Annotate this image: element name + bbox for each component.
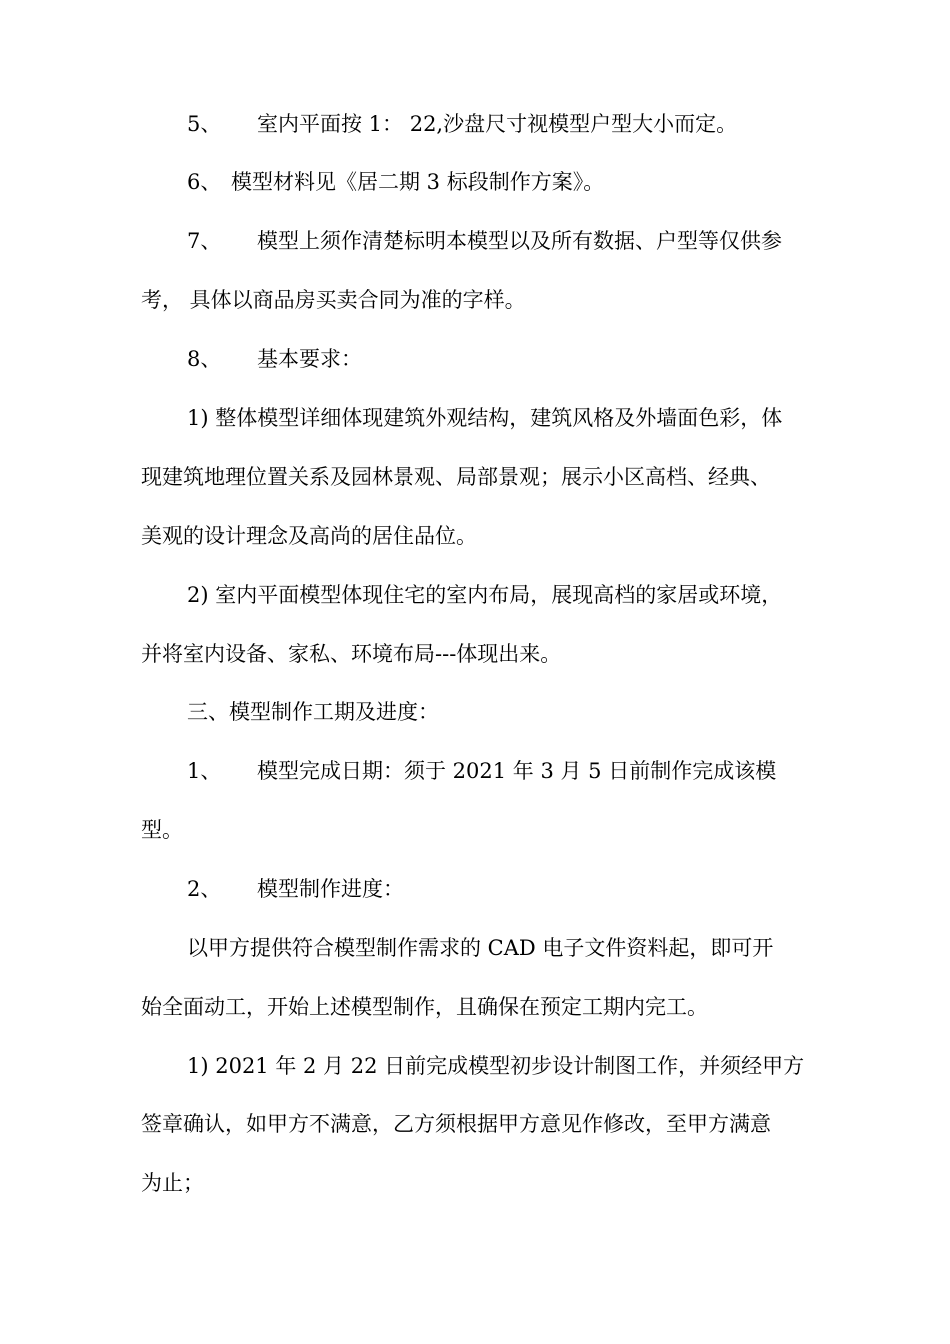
- text-line: [187, 585, 782, 606]
- text-line: [141, 526, 477, 547]
- section-heading: [187, 702, 439, 723]
- text-line: [141, 820, 183, 841]
- text-line: [187, 938, 773, 959]
- item-number: 6、: [187, 170, 222, 194]
- item-number: 8、: [187, 347, 222, 371]
- line-text: 1) 整体模型详细体现建筑外观结构，建筑风格及外墙面色彩，体: [187, 406, 783, 430]
- line-text: 并将室内设备、家私、环境布局---体现出来。: [141, 642, 562, 666]
- line-text: 为止；: [141, 1171, 204, 1195]
- line-text: 1) 2021 年 2 月 22 日前完成模型初步设计制图工作，并须经甲方: [187, 1054, 805, 1078]
- item-number: 2、: [187, 877, 222, 901]
- line-text: 模型上须作清楚标明本模型以及所有数据、户型等仅供参: [257, 229, 782, 253]
- line-text: 考， 具体以商品房买卖合同为准的字样。: [141, 288, 526, 312]
- item-2-line: [187, 879, 404, 900]
- line-text: 2) 室内平面模型体现住宅的室内布局，展现高档的家居或环境，: [187, 583, 783, 607]
- line-text: 模型材料见《居二期 3 标段制作方案》。: [231, 170, 605, 194]
- text-line: [141, 1173, 204, 1194]
- line-text: 基本要求：: [257, 347, 362, 371]
- line-text: 三、模型制作工期及进度：: [187, 700, 439, 724]
- line-text: 始全面动工，开始上述模型制作，且确保在预定工期内完工。: [141, 995, 708, 1019]
- text-line: [141, 644, 561, 665]
- line-text: 模型制作进度：: [257, 877, 404, 901]
- text-line: [141, 1114, 771, 1135]
- line-text: 以甲方提供符合模型制作需求的 CAD 电子文件资料起，即可开: [187, 936, 774, 960]
- item-8-line: [187, 349, 362, 370]
- item-1-line: [187, 761, 776, 782]
- line-text: 签章确认，如甲方不满意，乙方须根据甲方意见作修改，至甲方满意: [141, 1112, 771, 1136]
- item-number: 5、: [187, 112, 222, 136]
- item-6-line: [187, 172, 604, 193]
- item-number: 1、: [187, 759, 222, 783]
- text-line: [141, 467, 771, 488]
- line-text: 美观的设计理念及高尚的居住品位。: [141, 524, 477, 548]
- line-text: 现建筑地理位置关系及园林景观、局部景观；展示小区高档、经典、: [141, 465, 771, 489]
- item-number: 7、: [187, 229, 222, 253]
- line-text: 型。: [141, 818, 183, 842]
- item-7-line: [187, 231, 782, 252]
- line-text: 模型完成日期：须于 2021 年 3 月 5 日前制作完成该模: [257, 759, 777, 783]
- text-line: [141, 290, 526, 311]
- text-line: [187, 408, 782, 429]
- line-text: 室内平面按 1： 22,沙盘尺寸视模型户型大小而定。: [257, 112, 738, 136]
- item-5-line: [187, 114, 737, 135]
- text-line: [187, 1056, 804, 1077]
- text-line: [141, 997, 708, 1018]
